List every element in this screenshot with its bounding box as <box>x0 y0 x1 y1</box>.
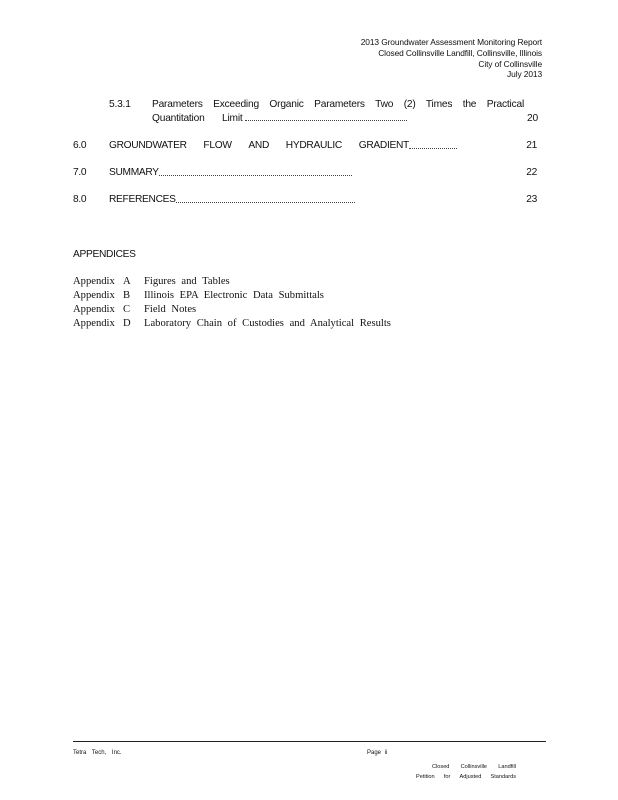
toc-number: 5.3.1 <box>109 99 131 110</box>
toc-entry-8-0[interactable] <box>73 193 537 207</box>
dot-leader <box>159 166 352 176</box>
header-line-2: Closed Collinsville Landfill, Collinsville, Illinois <box>378 47 542 58</box>
dot-leader <box>409 139 457 149</box>
toc-title: SUMMARY <box>109 166 352 180</box>
toc-title-line-1: Parameters Exceeding Organic Parameters Two (2) Times the Practical <box>152 99 525 110</box>
toc-entry-7-0[interactable] <box>73 166 537 180</box>
toc-number: 6.0 <box>73 140 87 151</box>
toc-title: REFERENCES <box>109 193 355 207</box>
toc-entry-6-0[interactable] <box>73 139 537 153</box>
toc-number: 7.0 <box>73 167 87 178</box>
toc-page-number: 22 <box>526 167 537 178</box>
footer-company: Tetra Tech, Inc. <box>73 750 122 756</box>
toc-title-line-2: Quantitation Limit <box>152 112 407 126</box>
footer-divider <box>73 741 546 742</box>
dot-leader <box>176 193 355 203</box>
appendices-heading: APPENDICES <box>73 249 136 260</box>
header-line-4: July 2013 <box>507 69 542 80</box>
header-line-1: 2013 Groundwater Assessment Monitoring Report <box>360 37 542 47</box>
toc-page-number: 21 <box>526 140 537 151</box>
footer-document-title: Closed Collinsville Landfill Petition for Adjusted Standards <box>416 764 516 780</box>
footer-page-number: Page ii <box>367 750 388 756</box>
toc-number: 8.0 <box>73 194 87 205</box>
report-header <box>242 37 542 80</box>
dot-leader <box>245 112 407 121</box>
header-line-3: City of Collinsville <box>478 58 542 69</box>
toc-page-number: 20 <box>527 113 538 124</box>
toc-page-number: 23 <box>526 194 537 205</box>
toc-title: GROUNDWATER FLOW AND HYDRAULIC GRADIENT <box>109 139 457 153</box>
